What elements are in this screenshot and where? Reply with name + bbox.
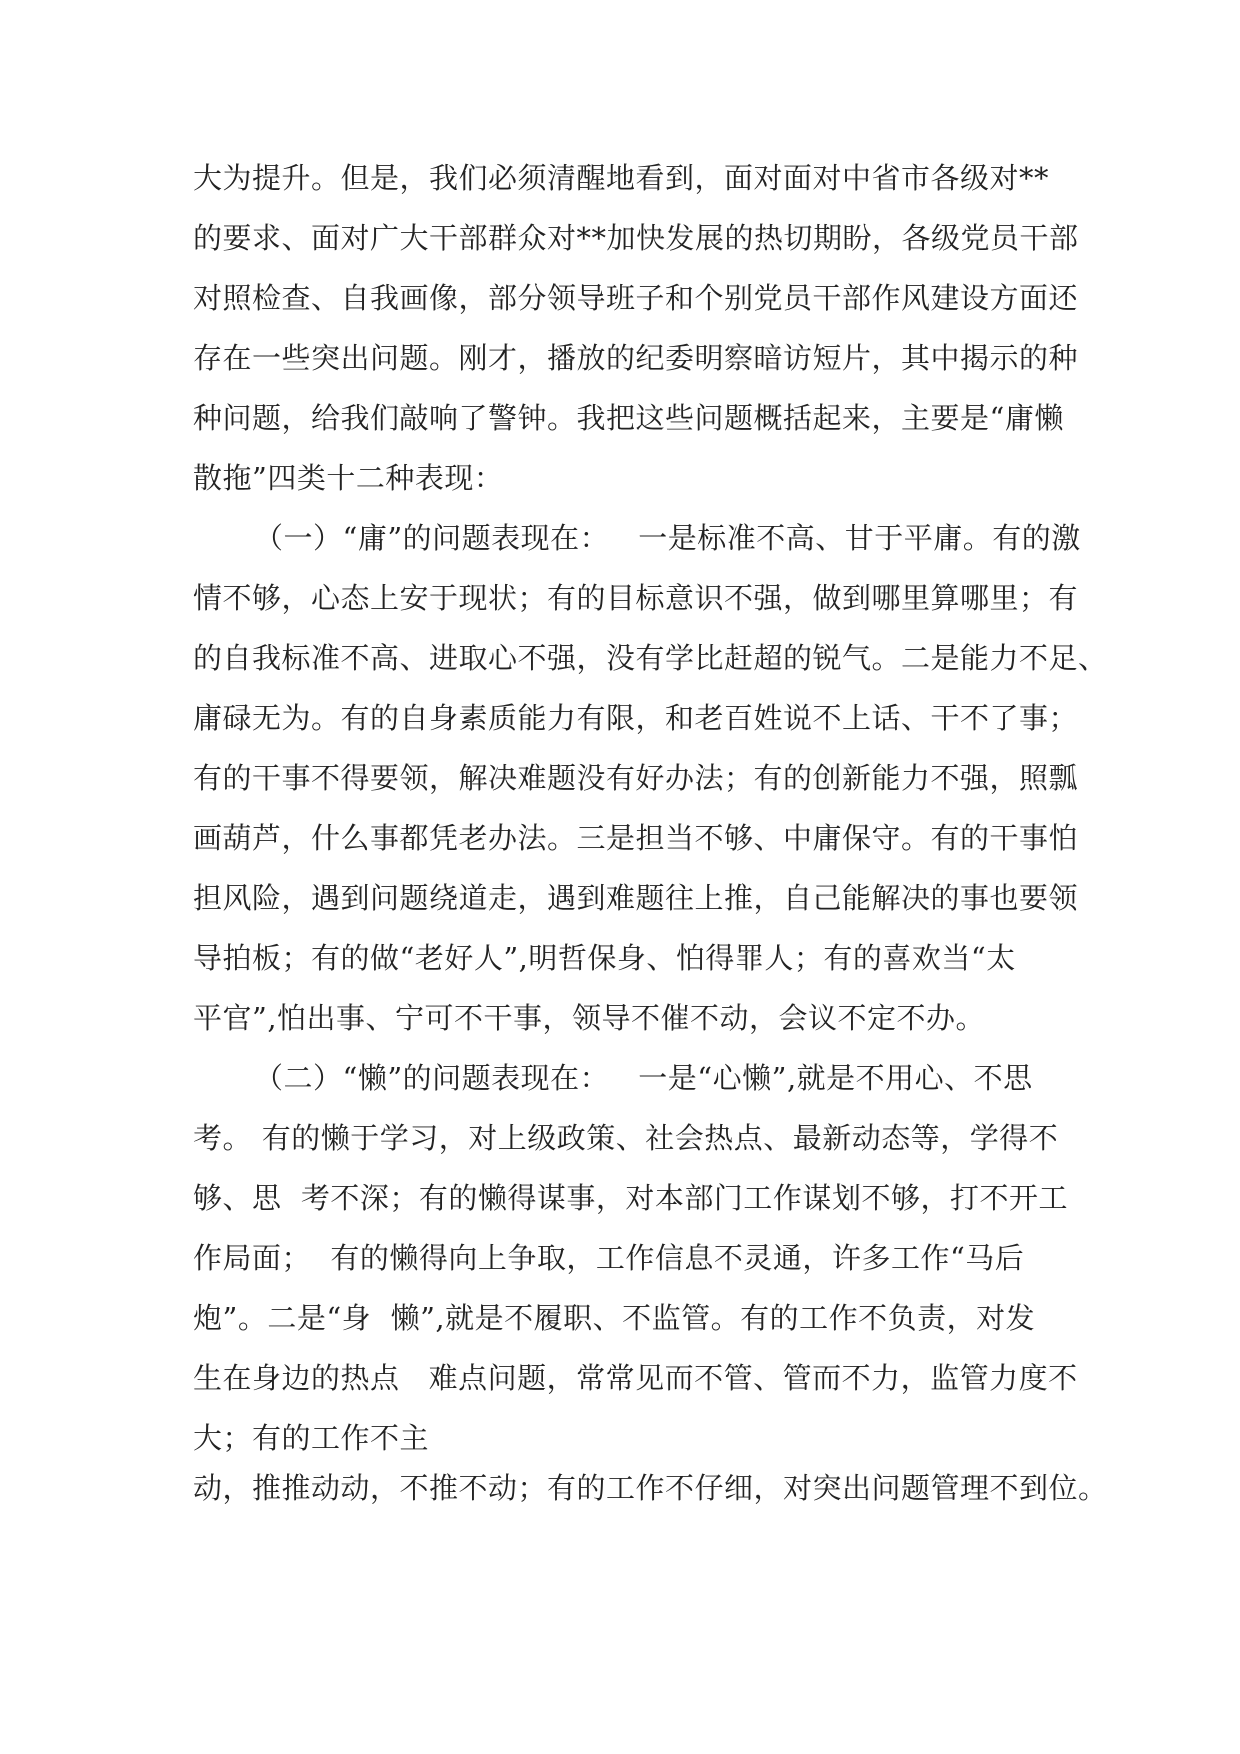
text-line: 画葫芦，什么事都凭老办法。三是担当不够、中庸保守。有的干事怕: [193, 821, 1079, 855]
text-line: 炮”。二是“身 懒”,就是不履职、不监管。有的工作不负责，对发: [193, 1301, 1036, 1335]
section-heading-line: （一）“庸”的问题表现在： 一是标准不高、甘于平庸。有的激: [254, 521, 1081, 555]
text-line: 存在一些突出问题。刚才，播放的纪委明察暗访短片，其中揭示的种: [193, 341, 1079, 375]
text-line: 情不够，心态上安于现状；有的目标意识不强，做到哪里算哪里；有: [193, 581, 1079, 615]
text-line: 的要求、面对广大干部群众对**加快发展的热切期盼，各级党员干部: [193, 221, 1079, 255]
text-line: 作局面； 有的懒得向上争取，工作信息不灵通，许多工作“马后: [193, 1241, 1025, 1275]
text-line: 动，推推动动，不推不动；有的工作不仔细，对突出问题管理不到位。: [193, 1471, 1108, 1505]
text-line: 的自我标准不高、进取心不强，没有学比赶超的锐气。二是能力不足、: [193, 641, 1108, 675]
text-line: 导拍板；有的做“老好人”,明哲保身、怕得罪人；有的喜欢当“太: [193, 941, 1016, 975]
section-heading-line: （二）“懒”的问题表现在： 一是“心懒”,就是不用心、不思: [254, 1061, 1033, 1095]
text-line: 种问题，给我们敲响了警钟。我把这些问题概括起来，主要是“庸懒: [193, 401, 1064, 435]
text-line: 够、思 考不深；有的懒得谋事，对本部门工作谋划不够，打不开工: [193, 1181, 1068, 1215]
text-line: 考。 有的懒于学习，对上级政策、社会热点、最新动态等，学得不: [193, 1121, 1059, 1155]
text-line: 对照检查、自我画像，部分领导班子和个别党员干部作风建设方面还: [193, 281, 1079, 315]
text-line: 庸碌无为。有的自身素质能力有限，和老百姓说不上话、干不了事；: [193, 701, 1079, 735]
text-line: 有的干事不得要领，解决难题没有好办法；有的创新能力不强，照瓢: [193, 761, 1079, 795]
text-line: 平官”,怕出事、宁可不干事，领导不催不动，会议不定不办。: [193, 1001, 986, 1035]
text-line: 担风险，遇到问题绕道走，遇到难题往上推，自己能解决的事也要领: [193, 881, 1079, 915]
text-line: 大；有的工作不主: [193, 1421, 430, 1455]
text-line: 大为提升。但是，我们必须清醒地看到，面对面对中省市各级对**: [193, 161, 1050, 195]
text-line: 散拖”四类十二种表现：: [193, 461, 504, 495]
text-line: 生在身边的热点 难点问题，常常见而不管、管而不力，监管力度不: [193, 1361, 1078, 1395]
